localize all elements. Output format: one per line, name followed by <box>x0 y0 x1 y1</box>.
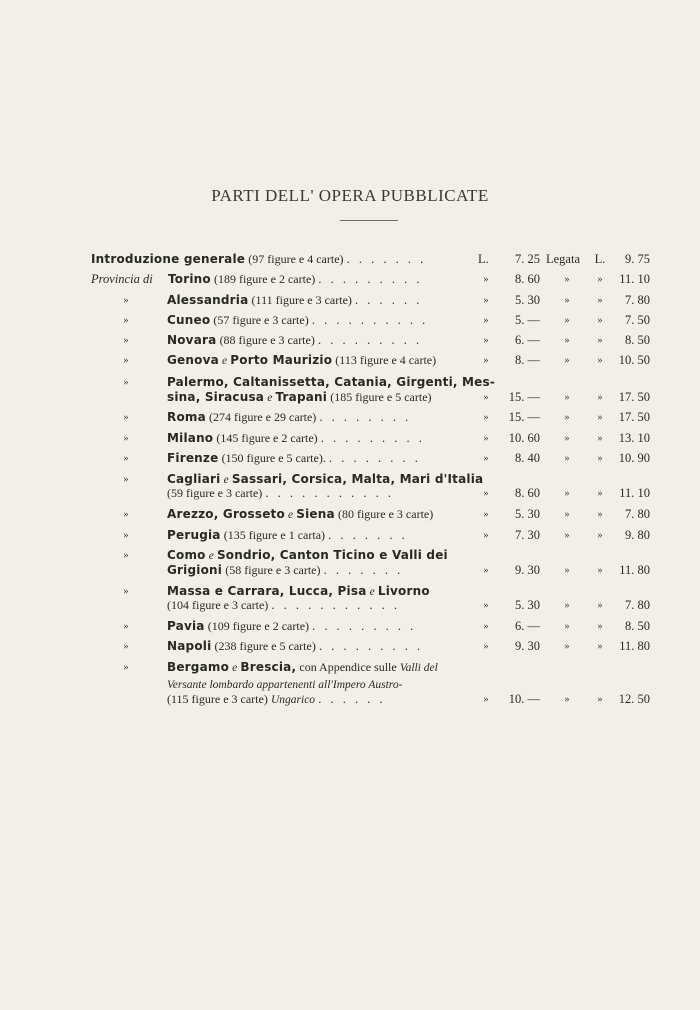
ditto-mark: » <box>483 641 489 652</box>
price-bound: 7. 80 <box>625 598 650 612</box>
ditto-mark: » <box>597 600 603 611</box>
entry-text <box>167 526 408 545</box>
entry-name: Pavia <box>167 619 205 633</box>
entry-text <box>167 505 433 525</box>
price-unbound: 5. 30 <box>515 293 540 307</box>
price-unbound: 10. 60 <box>508 431 540 445</box>
ditto-mark: » <box>597 694 603 705</box>
ditto-mark: » <box>123 586 129 597</box>
ditto-mark: » <box>123 509 129 520</box>
ditto-mark: » <box>564 530 570 541</box>
entry-detail: (97 figure e 4 carte) <box>248 252 344 266</box>
entry-name: Sondrio, Canton Ticino e Valli dei <box>216 548 448 562</box>
entry-text <box>167 596 400 615</box>
entry-text <box>167 637 423 656</box>
price-unbound: 5. 30 <box>515 507 540 521</box>
leader-dots: . . . . . . . <box>346 252 427 266</box>
ditto-mark: » <box>483 355 489 366</box>
conjunction: e <box>208 550 214 562</box>
price-bound: 17. 50 <box>618 410 650 424</box>
ditto-mark: » <box>123 474 129 485</box>
entry-name: Bergamo <box>167 660 230 674</box>
price-unbound: 7. 30 <box>515 528 540 542</box>
conjunction: e <box>223 474 229 486</box>
ditto-mark: » <box>564 694 570 705</box>
entry-italic-note: Valli del <box>399 662 438 674</box>
ditto-mark: » <box>123 550 129 561</box>
leader-dots: . . . . . . . . . <box>318 639 424 653</box>
ditto-mark: » <box>597 509 603 520</box>
entry-text <box>167 388 432 408</box>
ditto-mark: » <box>564 295 570 306</box>
entry-name: Palermo, Caltanissetta, Catania, Girgenti, Mes- <box>167 375 496 389</box>
entry-text <box>167 331 422 350</box>
price-unbound: 10. — <box>508 692 540 706</box>
page-title: PARTI DELL' OPERA PUBBLICATE <box>211 186 489 205</box>
price-bound: 7. 50 <box>625 313 650 327</box>
ditto-mark: » <box>483 621 489 632</box>
entry-detail: (113 figure e 4 carte) <box>335 353 437 367</box>
price-unbound: 7. 25 <box>515 252 540 266</box>
price-bound: 10. 90 <box>618 451 650 465</box>
ditto-mark: » <box>597 641 603 652</box>
price-unbound: 8. 40 <box>515 451 540 465</box>
ditto-mark: » <box>483 600 489 611</box>
ditto-mark: » <box>123 412 129 423</box>
ditto-mark: » <box>597 355 603 366</box>
leader-dots: . . . . . . . . <box>328 451 421 465</box>
leader-dots: . . . . . . <box>318 692 386 706</box>
legata-label: Legata <box>546 252 581 266</box>
entry-name: Porto Maurizio <box>230 353 333 367</box>
price-bound: 17. 50 <box>618 390 650 404</box>
province-prefix: Provincia di <box>91 272 153 286</box>
entry-detail: (104 figure e 3 carte) <box>167 598 269 612</box>
ditto-mark: » <box>597 565 603 576</box>
entry-detail: (111 figure e 3 carte) <box>251 293 352 307</box>
conjunction: e <box>232 662 238 674</box>
entry-text <box>167 311 428 330</box>
ditto-mark: » <box>483 392 489 403</box>
price-unbound: 5. 30 <box>515 598 540 612</box>
price-unbound: 6. — <box>515 333 540 347</box>
price-unbound: 5. — <box>515 313 540 327</box>
entry-name: Cuneo <box>167 313 211 327</box>
entry-name: Novara <box>167 333 217 347</box>
entry-detail: (88 figure e 3 carte) <box>219 333 315 347</box>
price-bound: 7. 80 <box>625 293 650 307</box>
leader-dots: . . . . . . . . . . . <box>271 598 401 612</box>
entry-name: Milano <box>167 431 214 445</box>
price-unbound: 6. — <box>515 619 540 633</box>
ditto-mark: » <box>483 509 489 520</box>
entry-name: Alessandria <box>167 293 249 307</box>
price-bound: 12. 50 <box>618 692 650 706</box>
price-unbound: 8. 60 <box>515 272 540 286</box>
entry-detail: (135 figure e 1 carta) <box>223 528 326 542</box>
entry-name: Livorno <box>377 584 430 598</box>
price-bound: 10. 50 <box>618 353 650 367</box>
ditto-mark: » <box>597 453 603 464</box>
ditto-mark: » <box>597 530 603 541</box>
entry-name: Genova <box>167 353 219 367</box>
ditto-mark: » <box>483 274 489 285</box>
leader-dots: . . . . . . <box>355 293 423 307</box>
entry-italic-note: Versante lombardo appartenenti all'Impero Austro- <box>167 679 403 691</box>
entry-detail: (80 figure e 3 carte) <box>337 507 434 521</box>
conjunction: e <box>267 392 273 404</box>
ditto-mark: » <box>564 274 570 285</box>
ditto-mark: » <box>123 621 129 632</box>
ditto-mark: » <box>483 530 489 541</box>
entry-detail: (57 figure e 3 carte) <box>213 313 309 327</box>
price-unbound: 8. — <box>515 353 540 367</box>
ditto-mark: » <box>483 488 489 499</box>
entry-text <box>167 291 422 310</box>
conjunction: e <box>222 355 228 367</box>
ditto-mark: » <box>483 412 489 423</box>
entry-name: Torino <box>168 272 211 286</box>
price-bound: 7. 80 <box>625 507 650 521</box>
entry-name: Sassari, Corsica, Malta, Mari d'Italia <box>231 472 484 486</box>
ditto-mark: » <box>597 315 603 326</box>
price-bound: 9. 80 <box>625 528 650 542</box>
ditto-mark: » <box>123 295 129 306</box>
ditto-mark: » <box>123 355 129 366</box>
title-rule <box>340 220 398 221</box>
ditto-mark: » <box>564 488 570 499</box>
entry-name: Massa e Carrara, Lucca, Pisa <box>167 584 367 598</box>
leader-dots: . . . . . . . . <box>319 410 412 424</box>
price-unbound: 9. 30 <box>515 639 540 653</box>
entry-text <box>167 449 421 468</box>
ditto-mark: » <box>597 621 603 632</box>
entry-detail: (189 figure e 2 carte) <box>213 272 316 286</box>
entry-name: Siena <box>296 507 335 521</box>
ditto-mark: » <box>123 377 129 388</box>
price-bound: 11. 80 <box>619 563 650 577</box>
price-bound: 11. 80 <box>619 639 650 653</box>
entry-detail: (238 figure e 5 carte) <box>214 639 316 653</box>
conjunction: e <box>369 586 375 598</box>
entry-name: Cagliari <box>167 472 221 486</box>
ditto-mark: » <box>564 621 570 632</box>
ditto-mark: » <box>564 509 570 520</box>
ditto-mark: » <box>123 530 129 541</box>
ditto-mark: » <box>564 641 570 652</box>
entry-name: Brescia, <box>240 660 297 674</box>
ditto-mark: » <box>483 295 489 306</box>
ditto-mark: » <box>564 453 570 464</box>
price-unbound: 9. 30 <box>515 563 540 577</box>
ditto-mark: » <box>564 335 570 346</box>
ditto-mark: » <box>597 488 603 499</box>
entry-text <box>167 351 436 371</box>
entry-detail: (109 figure e 2 carte) <box>207 619 310 633</box>
leader-dots: . . . . . . . <box>323 563 404 577</box>
entry-text <box>167 429 425 448</box>
ditto-mark: » <box>483 694 489 705</box>
entry-name: sina, Siracusa <box>167 390 265 404</box>
currency-label: L. <box>478 252 489 266</box>
ditto-mark: » <box>483 315 489 326</box>
entry-name: Trapani <box>275 390 328 404</box>
ditto-mark: » <box>597 295 603 306</box>
ditto-mark: » <box>123 315 129 326</box>
ditto-mark: » <box>564 315 570 326</box>
price-bound: 8. 50 <box>625 333 650 347</box>
leader-dots: . . . . . . . . . <box>312 619 417 633</box>
entry-name: Como <box>167 548 206 562</box>
entry-name: Grigioni <box>167 563 223 577</box>
entry-detail: con Appendice sulle <box>299 660 397 674</box>
ditto-mark: » <box>564 565 570 576</box>
ditto-mark: » <box>123 335 129 346</box>
entry-name: Introduzione generale <box>91 252 246 266</box>
price-bound: 11. 10 <box>619 486 650 500</box>
ditto-mark: » <box>483 433 489 444</box>
ditto-mark: » <box>564 600 570 611</box>
entry-name: Firenze <box>167 451 219 465</box>
entry-text <box>168 270 423 289</box>
intro-entry <box>91 250 426 269</box>
ditto-mark: » <box>564 433 570 444</box>
entry-detail: (58 figure e 3 carte) <box>225 563 321 577</box>
ditto-mark: » <box>564 412 570 423</box>
entry-text <box>167 561 403 580</box>
leader-dots: . . . . . . . . . . . <box>265 486 395 500</box>
price-unbound: 15. — <box>508 410 540 424</box>
entry-detail: (145 figure e 2 carte) <box>216 431 318 445</box>
conjunction: e <box>288 509 294 521</box>
entry-detail: (150 figure e 5 carte). <box>221 451 326 465</box>
ditto-mark: » <box>123 662 129 673</box>
entry-detail: (274 figure e 29 carte) <box>209 410 317 424</box>
leader-dots: . . . . . . . . . <box>317 333 423 347</box>
entry-name: Perugia <box>167 528 221 542</box>
leader-dots: . . . . . . . . . <box>320 431 425 445</box>
ditto-mark: » <box>123 641 129 652</box>
ditto-mark: » <box>483 453 489 464</box>
entry-text <box>167 617 416 636</box>
price-bound: 11. 10 <box>619 272 650 286</box>
leader-dots: . . . . . . . . . . <box>311 313 429 327</box>
entry-text <box>167 690 386 710</box>
entry-detail: (115 figure e 3 carte) <box>167 692 268 706</box>
ditto-mark: » <box>597 412 603 423</box>
ditto-mark: » <box>564 355 570 366</box>
ditto-mark: » <box>597 335 603 346</box>
price-unbound: 15. — <box>508 390 540 404</box>
ditto-mark: » <box>123 433 129 444</box>
entry-italic-note: Ungarico <box>270 694 316 706</box>
leader-dots: . . . . . . . . . <box>318 272 423 286</box>
leader-dots: . . . . . . . <box>328 528 408 542</box>
ditto-mark: » <box>597 274 603 285</box>
price-bound: 13. 10 <box>618 431 650 445</box>
entry-detail: (59 figure e 3 carte) <box>167 486 263 500</box>
ditto-mark: » <box>564 392 570 403</box>
entry-text <box>167 408 411 427</box>
ditto-mark: » <box>597 392 603 403</box>
entry-text <box>167 484 394 503</box>
entry-name: Roma <box>167 410 206 424</box>
price-unbound: 8. 60 <box>515 486 540 500</box>
legata-currency: L. <box>594 252 606 266</box>
entry-detail: (185 figure e 5 carte) <box>330 390 432 404</box>
ditto-mark: » <box>123 453 129 464</box>
price-bound: 9. 75 <box>625 252 650 266</box>
ditto-mark: » <box>597 433 603 444</box>
entry-name: Arezzo, Grosseto <box>167 507 285 521</box>
entry-name: Napoli <box>167 639 212 653</box>
ditto-mark: » <box>483 565 489 576</box>
ditto-mark: » <box>483 335 489 346</box>
price-bound: 8. 50 <box>625 619 650 633</box>
